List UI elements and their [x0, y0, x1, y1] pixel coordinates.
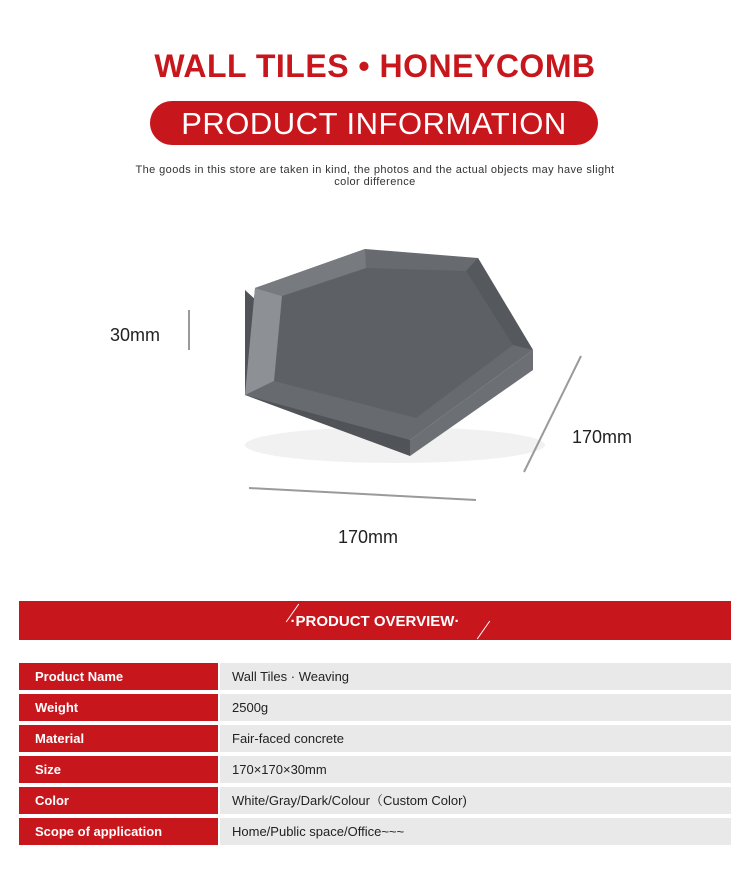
spec-value: Fair-faced concrete	[220, 725, 731, 752]
spec-label: Scope of application	[19, 818, 218, 845]
disclaimer-line-1: The goods in this store are taken in kind, the photos and the actual objects may have slight	[135, 164, 615, 176]
spec-value: White/Gray/Dark/Colour（Custom Color)	[220, 787, 731, 814]
spec-row-scope	[19, 818, 731, 845]
overview-banner	[19, 601, 731, 640]
spec-row-weight	[19, 694, 731, 721]
spec-value: Wall Tiles · Weaving	[220, 663, 731, 690]
spec-label: Material	[19, 725, 218, 752]
spec-label: Product Name	[19, 663, 218, 690]
height-label: 30mm	[110, 325, 161, 345]
spec-label: Size	[19, 756, 218, 783]
section-banner: PRODUCT INFORMATION	[150, 101, 598, 145]
spec-value: 170×170×30mm	[220, 756, 731, 783]
spec-value: 2500g	[220, 694, 731, 721]
disclaimer-line-2: color difference	[334, 176, 416, 188]
disclaimer	[100, 164, 650, 188]
spec-label: Color	[19, 787, 218, 814]
spec-table	[19, 663, 731, 849]
width-dimension-line	[249, 488, 476, 500]
page-title: WALL TILES • HONEYCOMB	[154, 48, 596, 84]
spec-label: Weight	[19, 694, 218, 721]
depth-dimension-line	[524, 356, 581, 472]
spec-value: Home/Public space/Office~~~	[220, 818, 731, 845]
depth-label: 170mm	[572, 427, 633, 447]
width-label: 170mm	[338, 527, 399, 547]
spec-row-material	[19, 725, 731, 752]
spec-row-product-name	[19, 663, 731, 690]
overview-title: ·PRODUCT OVERVIEW·	[290, 613, 460, 630]
spec-row-color	[19, 787, 731, 814]
spec-row-size	[19, 756, 731, 783]
product-image	[0, 200, 750, 580]
